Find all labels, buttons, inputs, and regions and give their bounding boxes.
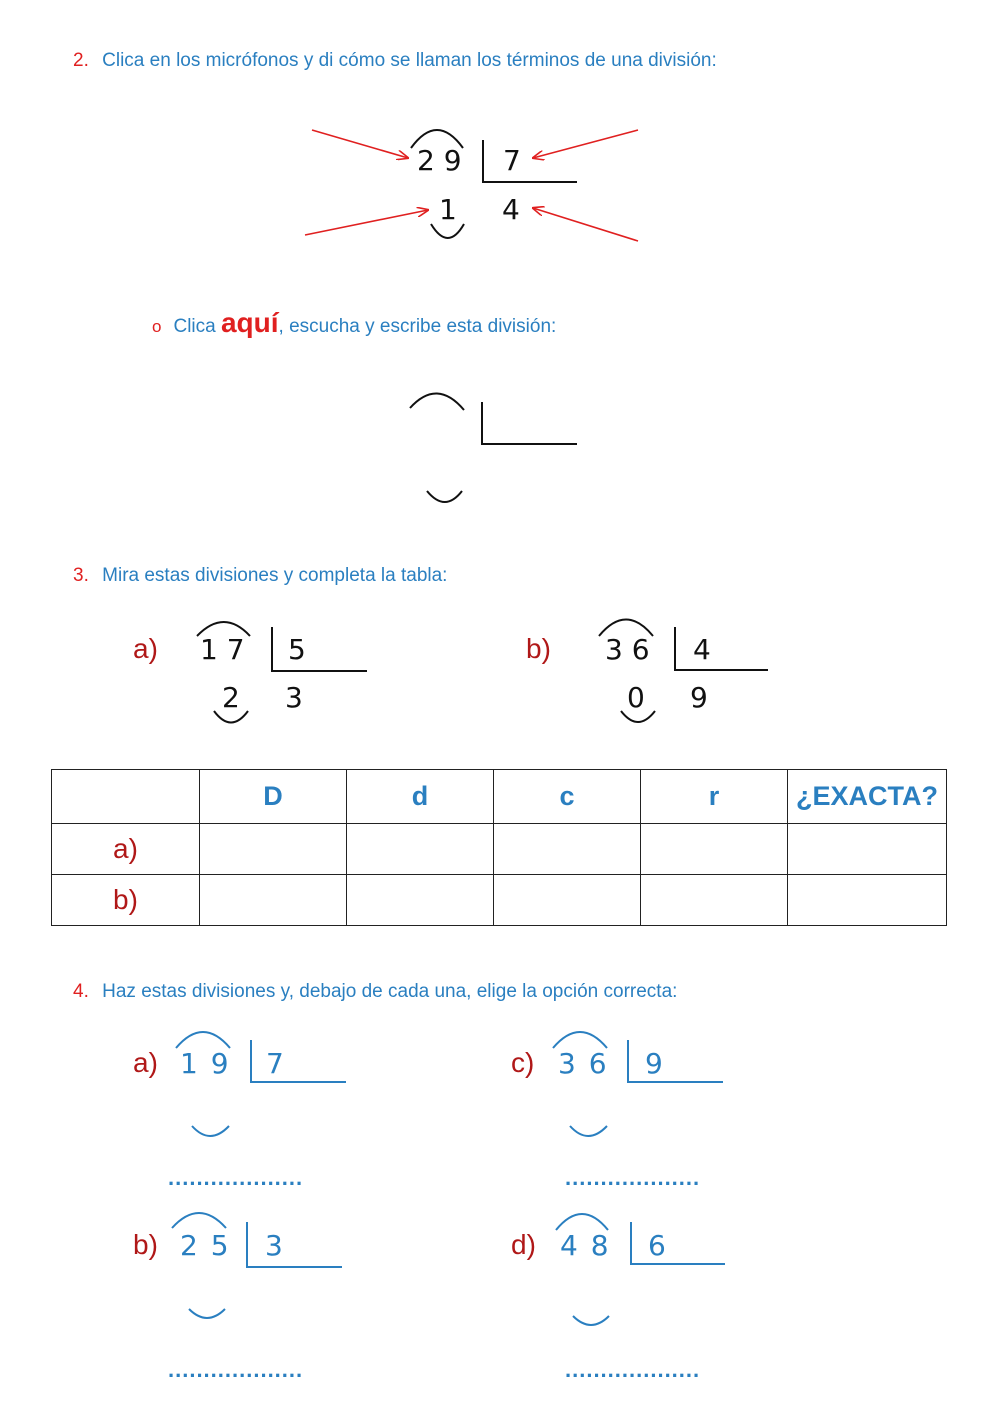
ex2-instruction: Clica en los micrófonos y di cómo se llaman los términos de una división: [102, 50, 717, 71]
ex3-a-remainder: 2 [222, 681, 240, 714]
ex4-c-divisor: 9 [645, 1047, 665, 1080]
ex4-number: 4. [73, 981, 89, 1002]
ex2-remainder-arc [431, 224, 464, 238]
table-header-r: r [641, 770, 788, 824]
ex2-arrows [305, 130, 638, 241]
ex3-b-remainder-arc [621, 711, 655, 722]
ex3-a-divisor: 5 [288, 633, 306, 666]
arrow-to-dividend-icon [312, 130, 408, 158]
ex3-b-quotient: 9 [690, 681, 708, 714]
ex2-empty-dividend-arc [410, 393, 464, 410]
ex4-instruction: Haz estas divisiones y, debajo de cada una, elige la opción correcta: [102, 981, 678, 1002]
ex4-d-divisor: 6 [648, 1229, 668, 1262]
ex4-b-answer-dots[interactable]: ................... [168, 1357, 304, 1382]
ex4-c-remainder-arc [570, 1126, 607, 1136]
table-header-D: D [200, 770, 347, 824]
ex4-label-a: a) [133, 1047, 158, 1078]
ex4-c-dividend: 3 6 [558, 1047, 609, 1080]
ex2-divisor[interactable]: 7 [503, 144, 521, 177]
ex2-quotient[interactable]: 4 [502, 193, 520, 226]
table-row-label-a: a) [52, 824, 200, 875]
ex2-number: 2. [73, 50, 89, 71]
arrow-to-divisor-icon [533, 130, 638, 158]
ex3-a-bracket [272, 627, 367, 671]
ex4-b-dividend-arc [172, 1213, 226, 1228]
ex3-a-dividend: 1 7 [200, 633, 245, 666]
ex4-d-bracket [631, 1222, 725, 1264]
ex3-label-b: b) [526, 633, 551, 664]
ex3-number: 3. [73, 565, 89, 586]
ex3-b-dividend-arc [599, 620, 653, 637]
ex4-a-answer-dots[interactable]: ................... [168, 1165, 304, 1190]
ex4-label-d: d) [511, 1229, 536, 1260]
ex4-c-dividend-arc [553, 1032, 607, 1048]
ex4-a-bracket [251, 1040, 346, 1082]
bullet-icon: o [152, 317, 162, 336]
ex2-dividend-arc [411, 130, 463, 148]
ex2-empty-remainder-arc [427, 491, 462, 502]
ex2-remainder[interactable]: 1 [439, 193, 457, 226]
ex4-d-dividend-arc [556, 1214, 608, 1230]
ex4-a-dividend-arc [176, 1032, 230, 1048]
table-header-d: d [347, 770, 494, 824]
arrow-to-remainder-icon [305, 210, 428, 235]
ex3-a-remainder-arc [214, 711, 248, 723]
ex4-b-dividend: 2 5 [180, 1229, 231, 1262]
ex4-d-dividend: 4 8 [560, 1229, 611, 1262]
ex4-d-remainder-arc [573, 1316, 609, 1325]
ex2-sub-instruction: o Clica aquí, escucha y escribe esta división: [152, 307, 557, 338]
aqui-link[interactable]: aquí [220, 307, 279, 338]
table-row-label-b: b) [52, 875, 200, 926]
ex4-b-divisor: 3 [265, 1229, 285, 1262]
ex3-b-bracket [675, 627, 768, 670]
ex3-a-quotient: 3 [285, 681, 303, 714]
ex3-b-remainder: 0 [627, 681, 645, 714]
table-header-c: c [494, 770, 641, 824]
ex4-a-remainder-arc [192, 1126, 229, 1136]
ex4-label-b: b) [133, 1229, 158, 1260]
ex3-instruction: Mira estas divisiones y completa la tabla: [102, 565, 448, 586]
ex4-a-divisor: 7 [266, 1047, 286, 1080]
arrow-to-quotient-icon [533, 208, 638, 241]
ex4-label-c: c) [511, 1047, 535, 1078]
ex4-c-bracket [628, 1040, 723, 1082]
ex2-dividend[interactable]: 2 9 [417, 144, 462, 177]
table-header-exacta: ¿EXACTA? [788, 770, 947, 824]
ex2-empty-bracket [482, 402, 577, 444]
ex4-b-remainder-arc [189, 1309, 225, 1318]
ex3-b-dividend: 3 6 [605, 633, 650, 666]
ex4-c-answer-dots[interactable]: ................... [565, 1165, 701, 1190]
ex3-label-a: a) [133, 633, 158, 664]
ex4-a-dividend: 1 9 [180, 1047, 231, 1080]
ex2-division-bracket [483, 140, 577, 182]
ex4-b-bracket [247, 1222, 342, 1267]
ex3-a-dividend-arc [197, 622, 250, 636]
ex4-d-answer-dots[interactable]: ................... [565, 1357, 701, 1382]
ex3-b-divisor: 4 [693, 633, 711, 666]
